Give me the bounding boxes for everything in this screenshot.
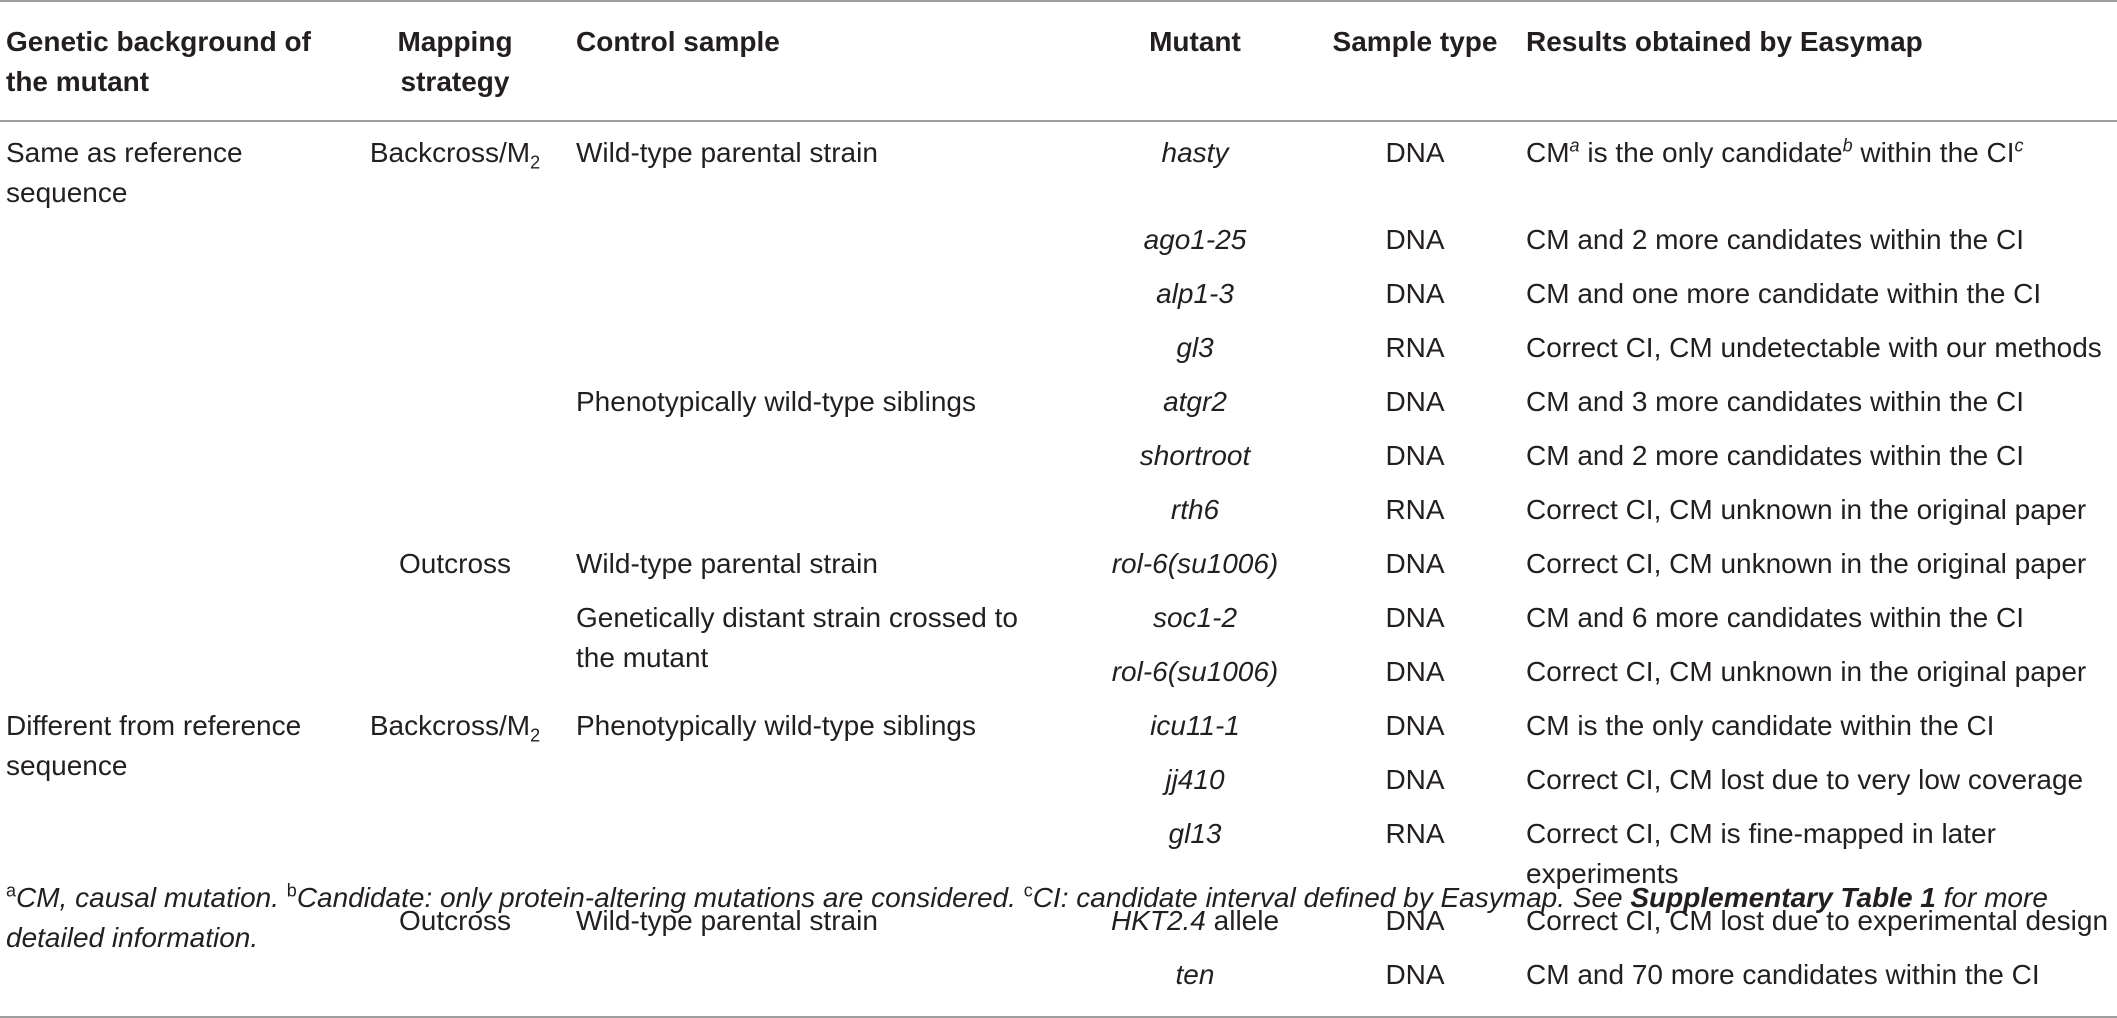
- cell-sample-type: RNA: [1385, 494, 1445, 525]
- results-sup-a: a: [1569, 135, 1580, 156]
- table-row: [0, 952, 2117, 1017]
- footnote-text-b: Candidate: only protein-altering mutations are considered.: [296, 882, 1024, 913]
- results-text-b: is the only candidate: [1579, 137, 1843, 168]
- strategy-text: Backcross/M: [369, 710, 531, 741]
- cell-sample-type: DNA: [1385, 764, 1445, 795]
- cell-sample-type: DNA: [1385, 905, 1445, 936]
- header-sample-type: Sample type: [1332, 26, 1498, 57]
- cell-mutant: shortroot: [1139, 440, 1251, 471]
- cell-control: [570, 757, 1080, 811]
- table-row: [0, 487, 2117, 541]
- cell-mutant: icu11-1: [1150, 710, 1240, 741]
- cell-strategy: [340, 433, 570, 487]
- cell-mutant: gl13: [1168, 818, 1222, 849]
- cell-sample-type: DNA: [1385, 386, 1445, 417]
- cell-mutant: gl3: [1176, 332, 1214, 363]
- cell-sample-type: DNA: [1385, 602, 1445, 633]
- cell-background: [0, 433, 340, 487]
- table-header-row: [0, 1, 2117, 121]
- cell-background: [0, 541, 340, 595]
- cell-results: Correct CI, CM unknown in the original paper: [1526, 656, 2087, 687]
- cell-background: [0, 595, 340, 649]
- cell-mutant: ten: [1175, 959, 1215, 990]
- cell-control: [570, 271, 1080, 325]
- cell-strategy: [340, 487, 570, 541]
- table-row: [0, 217, 2117, 271]
- results-text-c: within the CI: [1852, 137, 2015, 168]
- cell-results: Correct CI, CM lost due to experimental design: [1526, 905, 2109, 936]
- cell-sample-type: DNA: [1385, 224, 1445, 255]
- cell-mutant: atgr2: [1163, 386, 1227, 417]
- cell-sample-type: DNA: [1385, 548, 1445, 579]
- cell-control: Phenotypically wild-type siblings: [576, 386, 976, 417]
- cell-mutant: alp1-3: [1156, 278, 1234, 309]
- cell-background: [0, 325, 340, 379]
- cell-strategy: [340, 703, 570, 757]
- cell-control: [570, 325, 1080, 379]
- header-mapping-strategy: Mapping strategy: [397, 26, 513, 97]
- cell-background: [0, 952, 340, 1017]
- cell-results: CM and 2 more candidates within the CI: [1526, 440, 2025, 471]
- cell-control: Genetically distant strain crossed to the mutant: [576, 602, 1018, 673]
- cell-background: Same as reference sequence: [6, 137, 243, 208]
- cell-strategy: [340, 595, 570, 649]
- cell-mutant: rol-6(su1006): [1111, 656, 1279, 687]
- header-mutant: Mutant: [1149, 26, 1241, 57]
- cell-results: Correct CI, CM is fine-mapped in later experiments: [1526, 818, 1996, 889]
- mutant-gene: HKT2.4: [1110, 905, 1206, 936]
- results-sup-b: b: [1842, 135, 1853, 156]
- footnote-sup-a: a: [6, 880, 17, 901]
- table-row: [0, 433, 2117, 487]
- cell-results: Correct CI, CM unknown in the original paper: [1526, 548, 2087, 579]
- mutant-suffix: allele: [1205, 905, 1280, 936]
- cell-results: [1520, 121, 2117, 217]
- table-row: [0, 121, 2117, 217]
- cell-control: [570, 217, 1080, 271]
- strategy-text: Backcross/M: [369, 137, 531, 168]
- table-row: [0, 379, 2117, 433]
- table-row: [0, 595, 2117, 649]
- supplementary-table-reference: Supplementary Table 1: [1630, 882, 1936, 913]
- cell-sample-type: DNA: [1385, 278, 1445, 309]
- cell-strategy: [340, 217, 570, 271]
- cell-background: [0, 649, 340, 703]
- cell-sample-type: DNA: [1385, 656, 1445, 687]
- cell-results: Correct CI, CM unknown in the original paper: [1526, 494, 2087, 525]
- cell-sample-type: DNA: [1385, 137, 1445, 168]
- cell-strategy: [340, 325, 570, 379]
- cell-results: Correct CI, CM undetectable with our methods: [1526, 332, 2102, 363]
- cell-strategy: [340, 271, 570, 325]
- cell-control: [570, 487, 1080, 541]
- cell-results: CM and 2 more candidates within the CI: [1526, 224, 2025, 255]
- strategy-subscript: 2: [530, 152, 541, 173]
- table-row: [0, 703, 2117, 757]
- cell-control: [570, 433, 1080, 487]
- cell-mutant: ago1-25: [1143, 224, 1247, 255]
- cell-strategy: [340, 952, 570, 1017]
- cell-background: Different from reference sequence: [6, 710, 302, 781]
- cell-control: [570, 952, 1080, 1017]
- results-sup-c: c: [2014, 135, 2024, 156]
- cell-mutant: rol-6(su1006): [1111, 548, 1279, 579]
- cell-strategy: [340, 379, 570, 433]
- table-row: [0, 541, 2117, 595]
- cell-control: Phenotypically wild-type siblings: [576, 710, 976, 741]
- cell-sample-type: DNA: [1385, 440, 1445, 471]
- cell-background: [0, 487, 340, 541]
- cell-results: CM and 3 more candidates within the CI: [1526, 386, 2025, 417]
- cell-background: [0, 379, 340, 433]
- header-genetic-background: Genetic background of the mutant: [6, 26, 311, 97]
- cell-mutant: jj410: [1165, 764, 1225, 795]
- strategy-subscript: 2: [530, 725, 541, 746]
- cell-control: Wild-type parental strain: [576, 548, 878, 579]
- cell-results: CM and one more candidate within the CI: [1526, 278, 2042, 309]
- cell-control: Wild-type parental strain: [576, 905, 878, 936]
- cell-background: [0, 217, 340, 271]
- cell-strategy: [340, 757, 570, 811]
- cell-mutant: hasty: [1161, 137, 1229, 168]
- footnote-sup-b: b: [286, 880, 297, 901]
- cell-strategy: [340, 649, 570, 703]
- cell-strategy: [340, 121, 570, 217]
- cell-sample-type: DNA: [1385, 710, 1445, 741]
- cell-results: CM and 70 more candidates within the CI: [1526, 959, 2040, 990]
- cell-results: CM and 6 more candidates within the CI: [1526, 602, 2025, 633]
- cell-results: Correct CI, CM lost due to very low coverage: [1526, 764, 2084, 795]
- footnote-text-d: for more detailed information.: [6, 882, 2048, 953]
- cell-strategy: Outcross: [398, 548, 512, 579]
- cell-sample-type: RNA: [1385, 332, 1445, 363]
- table-row: [0, 325, 2117, 379]
- cell-mutant: rth6: [1170, 494, 1220, 525]
- cell-results: CM is the only candidate within the CI: [1526, 710, 1995, 741]
- cell-background: [0, 271, 340, 325]
- footnote-text-c: CI: candidate interval defined by Easymap. See: [1032, 882, 1631, 913]
- header-control-sample: Control sample: [576, 26, 780, 57]
- cell-sample-type: RNA: [1385, 818, 1445, 849]
- footnote-text-a: CM, causal mutation.: [16, 882, 287, 913]
- results-text-a: CM: [1526, 137, 1570, 168]
- cell-strategy: Outcross: [398, 905, 512, 936]
- cell-mutant: soc1-2: [1152, 602, 1238, 633]
- cell-sample-type: DNA: [1385, 959, 1445, 990]
- table-row: [0, 271, 2117, 325]
- header-results: Results obtained by Easymap: [1526, 26, 1923, 57]
- table-footnote: [6, 878, 2106, 958]
- footnote-sup-c: c: [1023, 880, 1033, 901]
- cell-control: Wild-type parental strain: [576, 137, 878, 168]
